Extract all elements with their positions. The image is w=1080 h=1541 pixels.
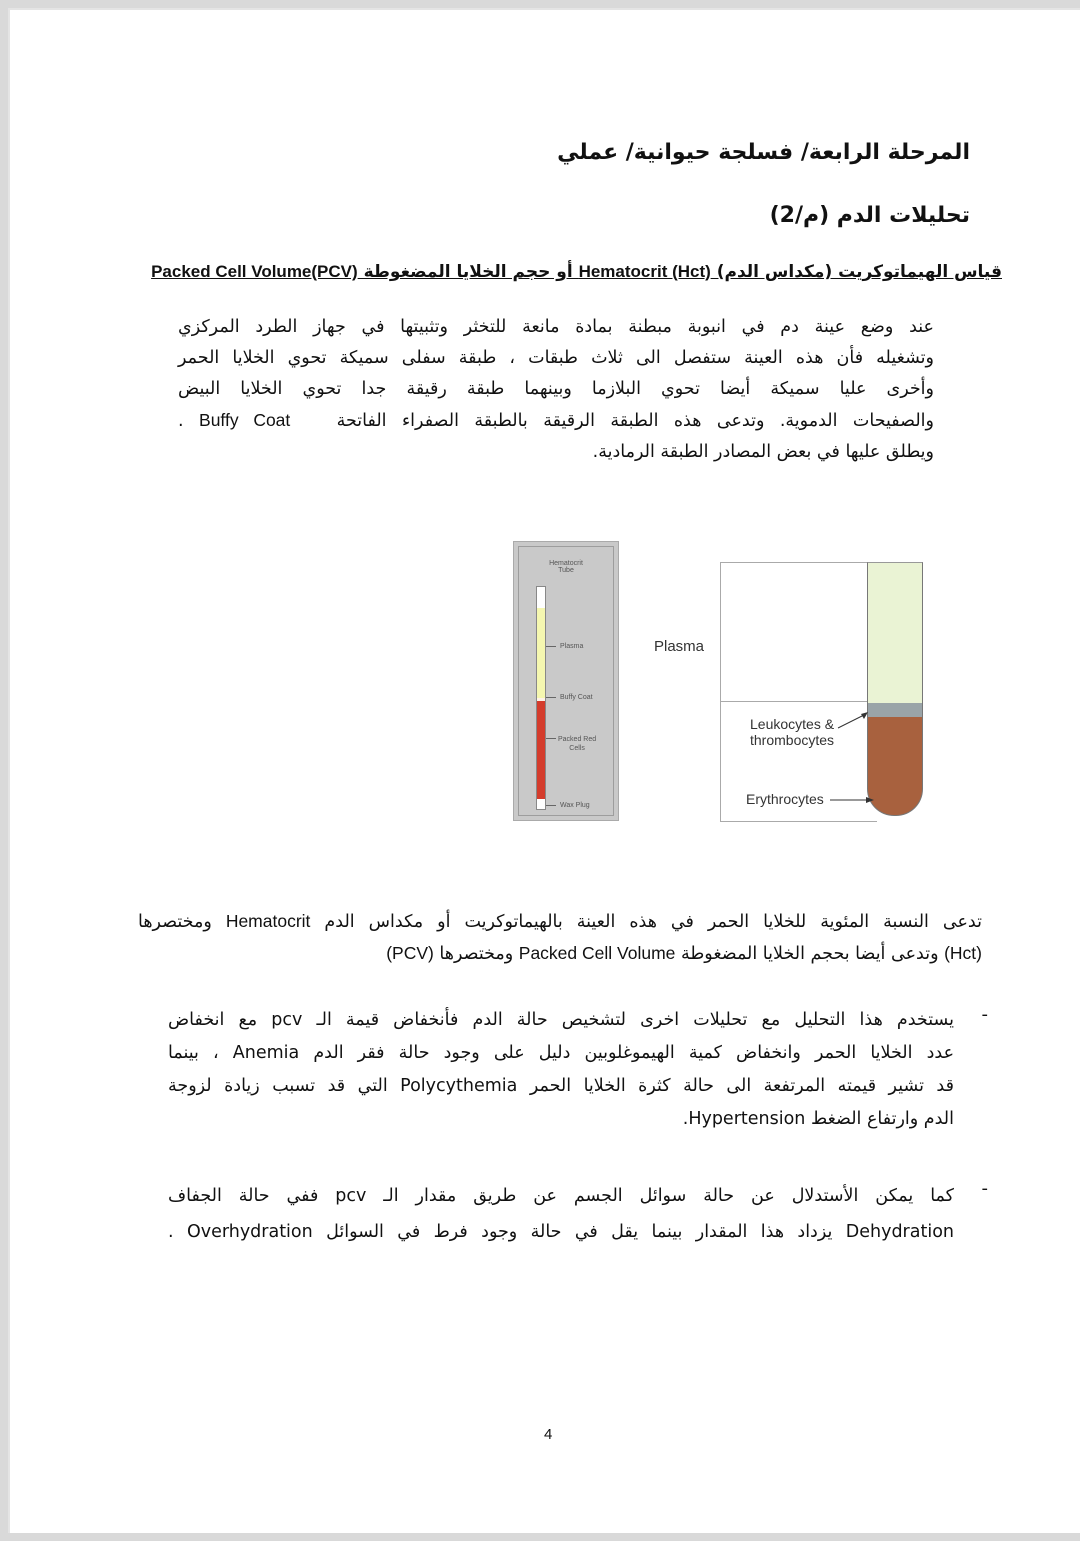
label-line: Packed Red: [558, 736, 597, 743]
pcv-term: Packed Cell Volume: [518, 943, 676, 963]
intro-paragraph: [178, 312, 934, 468]
label-buffy-coat: Buffy Coat: [560, 694, 593, 701]
document-page: [8, 8, 1080, 1533]
label-line: Cells: [569, 745, 585, 752]
bullet-marker: -: [981, 1004, 988, 1025]
heading-hct: Hematocrit (Hct): [578, 262, 711, 281]
period: .: [178, 411, 184, 431]
definition-paragraph: [138, 906, 982, 970]
bullet-line: Dehydration يزداد هذا المقدار بينما يقل في حالة وجود فرط في السوائل Overhydration .: [168, 1222, 954, 1242]
label-leukocytes-thrombocytes: [750, 716, 834, 748]
bullet-marker: -: [981, 1178, 988, 1199]
paragraph-line: وتشغيله فأن هذه العينة ستفصل الى ثلاث طبقات ، طبقة سفلى سميكة تحوي الخلايا الحمر: [178, 348, 934, 368]
blood-separation-figure: [650, 556, 940, 826]
figure-title: [514, 560, 618, 574]
bullet-item: [168, 1004, 954, 1136]
section-heading: [151, 262, 1002, 282]
bullet-line: قد تشير قيمته المرتفعة الى حالة كثرة الخلايا الحمر Polycythemia التي قد تسبب زيادة لزوجة: [168, 1076, 954, 1096]
heading-arabic-mid: أو حجم الخلايا المضغوطة: [357, 262, 579, 282]
document-title: المرحلة الرابعة/ فسلجة حيوانية/ عملي: [557, 140, 970, 165]
paragraph-line: وأخرى عليا سميكة أيضا تحوي البلازما وبينهما طبقة رقيقة جدا تحوي الخلايا البيض: [178, 379, 934, 399]
figure-title-line: Hematocrit: [549, 560, 583, 567]
label-plasma: Plasma: [560, 643, 584, 650]
hematocrit-term: Hematocrit: [225, 911, 311, 931]
heading-arabic: قياس الهيماتوكريت (مكداس الدم): [710, 262, 1002, 282]
text: ومختصرها: [433, 944, 519, 964]
bullet-item: [168, 1178, 954, 1250]
arrow-icon: [836, 706, 876, 736]
bullet-line: الدم وارتفاع الضغط Hypertension.: [682, 1109, 954, 1129]
red-cell-layer: [537, 701, 545, 799]
line-text: والصفيحات الدموية. وتدعى هذه الطبقة الرقيقة بالطبقة الصفراء الفاتحة: [336, 411, 934, 431]
divider-line: [720, 701, 876, 702]
hct-abbr: (Hct): [944, 943, 982, 963]
label-line: Leukocytes &: [750, 716, 835, 732]
arrow-icon: [830, 794, 875, 806]
figure-frame: [720, 562, 877, 822]
buffy-layer: [868, 703, 922, 717]
plasma-layer: [537, 608, 545, 698]
bullet-line: يستخدم هذا التحليل مع تحليلات اخرى لتشخيص حالة الدم فأنخفاض قيمة الـ pcv مع انخفاض: [168, 1010, 954, 1030]
heading-pcv: Packed Cell Volume(PCV): [151, 262, 358, 281]
test-tube: [867, 562, 923, 816]
text: ومختصرها: [138, 912, 226, 932]
pcv-abbr: (PCV): [386, 943, 434, 963]
text: تدعى النسبة المئوية للخلايا الحمر في هذه العينة بالهيماتوكريت أو مكداس الدم: [310, 912, 982, 932]
bullet-line: كما يمكن الأستدلال عن حالة سوائل الجسم عن طريق مقدار الـ pcv ففي حالة الجفاف: [168, 1186, 954, 1206]
figure-title-line: Tube: [558, 567, 574, 574]
paragraph-line: [178, 405, 934, 437]
paragraph-line: ويطلق عليها في بعض المصادر الطبقة الرمادية.: [592, 442, 934, 462]
hematocrit-tube-figure: [513, 541, 619, 821]
label-line: thrombocytes: [750, 732, 835, 748]
label-wax-plug: Wax Plug: [560, 802, 590, 809]
document-subtitle: تحليلات الدم (م/2): [769, 203, 970, 228]
paragraph-line: [138, 938, 982, 970]
label-plasma: Plasma: [654, 638, 705, 655]
paragraph-line: [138, 906, 982, 938]
paragraph-line: عند وضع عينة دم في انبوبة مبطنة بمادة مانعة للتخثر وتثبيتها في جهاز الطرد المركزي: [178, 317, 934, 337]
buffy-coat-term: Buffy Coat: [199, 410, 291, 430]
page-number: 4: [544, 1426, 553, 1443]
text: وتدعى أيضا بحجم الخلايا المضغوطة: [675, 944, 945, 964]
label-packed-red-cells: [558, 735, 596, 753]
plasma-layer: [868, 563, 922, 703]
bullet-line: عدد الخلايا الحمر وانخفاض كمية الهيموغلوبين دليل على وجود حالة فقر الدم Anemia ، بينما: [168, 1043, 955, 1063]
label-erythrocytes: Erythrocytes: [746, 791, 824, 807]
